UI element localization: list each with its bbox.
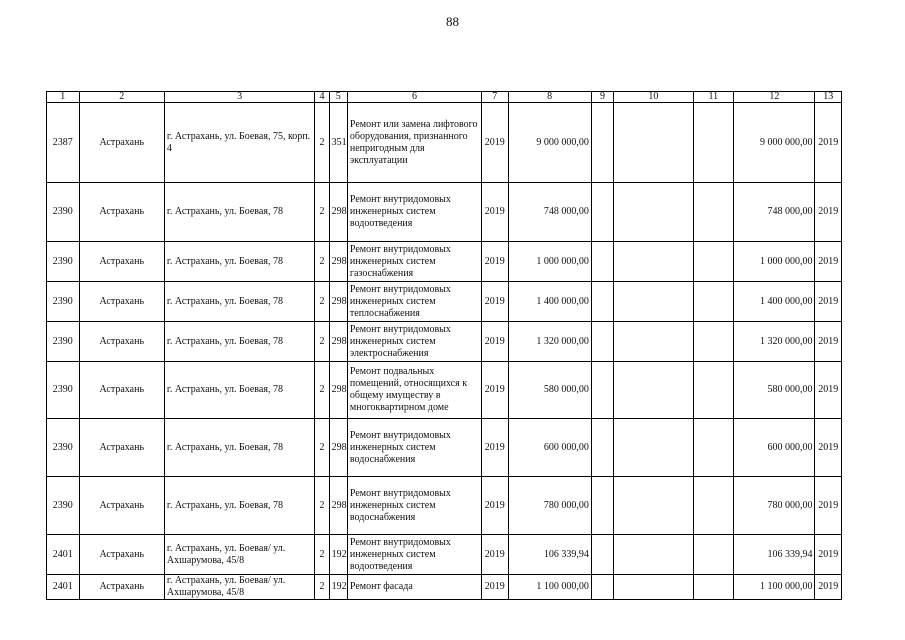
column-header-5: 5 — [329, 92, 347, 103]
column-header-6: 6 — [347, 92, 481, 103]
cell-year-end: 2019 — [815, 282, 842, 322]
cell-work: Ремонт или замена лифтового оборудования, признанного непригодным для эксплуатации — [347, 103, 481, 183]
cell-c9 — [591, 362, 613, 419]
cell-year: 2019 — [482, 362, 508, 419]
cell-floors: 2 — [315, 535, 329, 575]
cell-city: Астрахань — [79, 535, 164, 575]
cell-address: г. Астрахань, ул. Боевая, 78 — [164, 183, 314, 242]
cell-city: Астрахань — [79, 322, 164, 362]
cell-amount: 580 000,00 — [508, 362, 591, 419]
cell-year-end: 2019 — [815, 535, 842, 575]
cell-address: г. Астрахань, ул. Боевая/ ул. Ахшарумова, 45/8 — [164, 535, 314, 575]
cell-address: г. Астрахань, ул. Боевая, 78 — [164, 242, 314, 282]
cell-n5: 298 — [329, 322, 347, 362]
cell-amount: 1 400 000,00 — [508, 282, 591, 322]
cell-id: 2401 — [47, 575, 80, 600]
cell-c9 — [591, 575, 613, 600]
table-row — [47, 419, 842, 477]
cell-n5: 298 — [329, 362, 347, 419]
cell-work: Ремонт внутридомовых инженерных систем теплоснабжения — [347, 282, 481, 322]
cell-amount: 9 000 000,00 — [508, 103, 591, 183]
cell-n5: 298 — [329, 419, 347, 477]
cell-n5: 192 — [329, 535, 347, 575]
cell-total: 748 000,00 — [734, 183, 815, 242]
cell-year: 2019 — [482, 477, 508, 535]
cell-address: г. Астрахань, ул. Боевая, 78 — [164, 282, 314, 322]
cell-year: 2019 — [482, 103, 508, 183]
cell-floors: 2 — [315, 575, 329, 600]
cell-id: 2390 — [47, 477, 80, 535]
cell-address: г. Астрахань, ул. Боевая, 78 — [164, 419, 314, 477]
cell-total: 780 000,00 — [734, 477, 815, 535]
cell-c10 — [614, 242, 693, 282]
column-header-10: 10 — [614, 92, 693, 103]
cell-address: г. Астрахань, ул. Боевая, 78 — [164, 477, 314, 535]
cell-total: 106 339,94 — [734, 535, 815, 575]
cell-work: Ремонт подвальных помещений, относящихся к общему имуществу в многоквартирном доме — [347, 362, 481, 419]
cell-id: 2390 — [47, 282, 80, 322]
cell-floors: 2 — [315, 322, 329, 362]
cell-floors: 2 — [315, 103, 329, 183]
column-header-1: 1 — [47, 92, 80, 103]
cell-year-end: 2019 — [815, 362, 842, 419]
cell-year: 2019 — [482, 183, 508, 242]
cell-city: Астрахань — [79, 103, 164, 183]
cell-n5: 351 — [329, 103, 347, 183]
cell-c9 — [591, 419, 613, 477]
cell-floors: 2 — [315, 282, 329, 322]
column-header-8: 8 — [508, 92, 591, 103]
table-row — [47, 322, 842, 362]
column-header-3: 3 — [164, 92, 314, 103]
cell-total: 600 000,00 — [734, 419, 815, 477]
cell-c9 — [591, 535, 613, 575]
cell-year: 2019 — [482, 322, 508, 362]
cell-amount: 1 100 000,00 — [508, 575, 591, 600]
column-header-9: 9 — [591, 92, 613, 103]
cell-c10 — [614, 575, 693, 600]
cell-c9 — [591, 183, 613, 242]
cell-total: 9 000 000,00 — [734, 103, 815, 183]
cell-c10 — [614, 103, 693, 183]
cell-total: 1 100 000,00 — [734, 575, 815, 600]
cell-n5: 298 — [329, 183, 347, 242]
cell-work: Ремонт внутридомовых инженерных систем водоотведения — [347, 535, 481, 575]
cell-c11 — [693, 242, 734, 282]
column-header-2: 2 — [79, 92, 164, 103]
cell-c9 — [591, 477, 613, 535]
cell-n5: 192 — [329, 575, 347, 600]
column-header-13: 13 — [815, 92, 842, 103]
cell-address: г. Астрахань, ул. Боевая/ ул. Ахшарумова, 45/8 — [164, 575, 314, 600]
capital-repair-table — [46, 91, 842, 600]
cell-year: 2019 — [482, 419, 508, 477]
page-number: 88 — [446, 14, 459, 29]
cell-year-end: 2019 — [815, 103, 842, 183]
cell-c10 — [614, 282, 693, 322]
cell-c11 — [693, 477, 734, 535]
cell-amount: 1 320 000,00 — [508, 322, 591, 362]
cell-c10 — [614, 419, 693, 477]
column-header-11: 11 — [693, 92, 734, 103]
cell-floors: 2 — [315, 477, 329, 535]
cell-c10 — [614, 477, 693, 535]
cell-work: Ремонт внутридомовых инженерных систем водоотведения — [347, 183, 481, 242]
column-number-row — [47, 92, 842, 103]
cell-year-end: 2019 — [815, 575, 842, 600]
column-header-4: 4 — [315, 92, 329, 103]
cell-floors: 2 — [315, 362, 329, 419]
cell-c11 — [693, 575, 734, 600]
cell-id: 2390 — [47, 419, 80, 477]
cell-city: Астрахань — [79, 477, 164, 535]
cell-c11 — [693, 183, 734, 242]
cell-amount: 780 000,00 — [508, 477, 591, 535]
cell-address: г. Астрахань, ул. Боевая, 75, корп. 4 — [164, 103, 314, 183]
cell-id: 2390 — [47, 322, 80, 362]
cell-total: 580 000,00 — [734, 362, 815, 419]
cell-year-end: 2019 — [815, 242, 842, 282]
table-row — [47, 242, 842, 282]
column-header-7: 7 — [482, 92, 508, 103]
cell-c11 — [693, 282, 734, 322]
cell-address: г. Астрахань, ул. Боевая, 78 — [164, 322, 314, 362]
cell-total: 1 320 000,00 — [734, 322, 815, 362]
cell-floors: 2 — [315, 183, 329, 242]
cell-work: Ремонт внутридомовых инженерных систем электроснабжения — [347, 322, 481, 362]
cell-id: 2387 — [47, 103, 80, 183]
table-row — [47, 575, 842, 600]
table-row — [47, 535, 842, 575]
cell-c10 — [614, 183, 693, 242]
cell-year: 2019 — [482, 535, 508, 575]
cell-c9 — [591, 322, 613, 362]
cell-c9 — [591, 282, 613, 322]
cell-work: Ремонт внутридомовых инженерных систем газоснабжения — [347, 242, 481, 282]
cell-id: 2390 — [47, 362, 80, 419]
cell-amount: 106 339,94 — [508, 535, 591, 575]
cell-year-end: 2019 — [815, 419, 842, 477]
cell-year: 2019 — [482, 575, 508, 600]
cell-floors: 2 — [315, 419, 329, 477]
cell-year: 2019 — [482, 242, 508, 282]
cell-c10 — [614, 322, 693, 362]
cell-c11 — [693, 419, 734, 477]
cell-id: 2390 — [47, 242, 80, 282]
cell-amount: 748 000,00 — [508, 183, 591, 242]
cell-floors: 2 — [315, 242, 329, 282]
cell-city: Астрахань — [79, 242, 164, 282]
cell-id: 2401 — [47, 535, 80, 575]
table-row — [47, 103, 842, 183]
cell-c11 — [693, 535, 734, 575]
cell-c9 — [591, 103, 613, 183]
cell-amount: 1 000 000,00 — [508, 242, 591, 282]
cell-c11 — [693, 322, 734, 362]
cell-amount: 600 000,00 — [508, 419, 591, 477]
cell-year: 2019 — [482, 282, 508, 322]
cell-c9 — [591, 242, 613, 282]
cell-work: Ремонт внутридомовых инженерных систем водоснабжения — [347, 419, 481, 477]
cell-n5: 298 — [329, 242, 347, 282]
cell-year-end: 2019 — [815, 322, 842, 362]
table-row — [47, 282, 842, 322]
cell-city: Астрахань — [79, 575, 164, 600]
cell-year-end: 2019 — [815, 183, 842, 242]
cell-id: 2390 — [47, 183, 80, 242]
table-row — [47, 183, 842, 242]
cell-city: Астрахань — [79, 419, 164, 477]
cell-n5: 298 — [329, 477, 347, 535]
cell-year-end: 2019 — [815, 477, 842, 535]
cell-city: Астрахань — [79, 183, 164, 242]
cell-total: 1 000 000,00 — [734, 242, 815, 282]
cell-city: Астрахань — [79, 362, 164, 419]
cell-city: Астрахань — [79, 282, 164, 322]
table-row — [47, 477, 842, 535]
cell-c11 — [693, 103, 734, 183]
cell-c10 — [614, 535, 693, 575]
cell-work: Ремонт фасада — [347, 575, 481, 600]
column-header-12: 12 — [734, 92, 815, 103]
cell-c10 — [614, 362, 693, 419]
cell-total: 1 400 000,00 — [734, 282, 815, 322]
cell-c11 — [693, 362, 734, 419]
cell-address: г. Астрахань, ул. Боевая, 78 — [164, 362, 314, 419]
table-body — [47, 103, 842, 600]
cell-work: Ремонт внутридомовых инженерных систем водоснабжения — [347, 477, 481, 535]
table-row — [47, 362, 842, 419]
cell-n5: 298 — [329, 282, 347, 322]
